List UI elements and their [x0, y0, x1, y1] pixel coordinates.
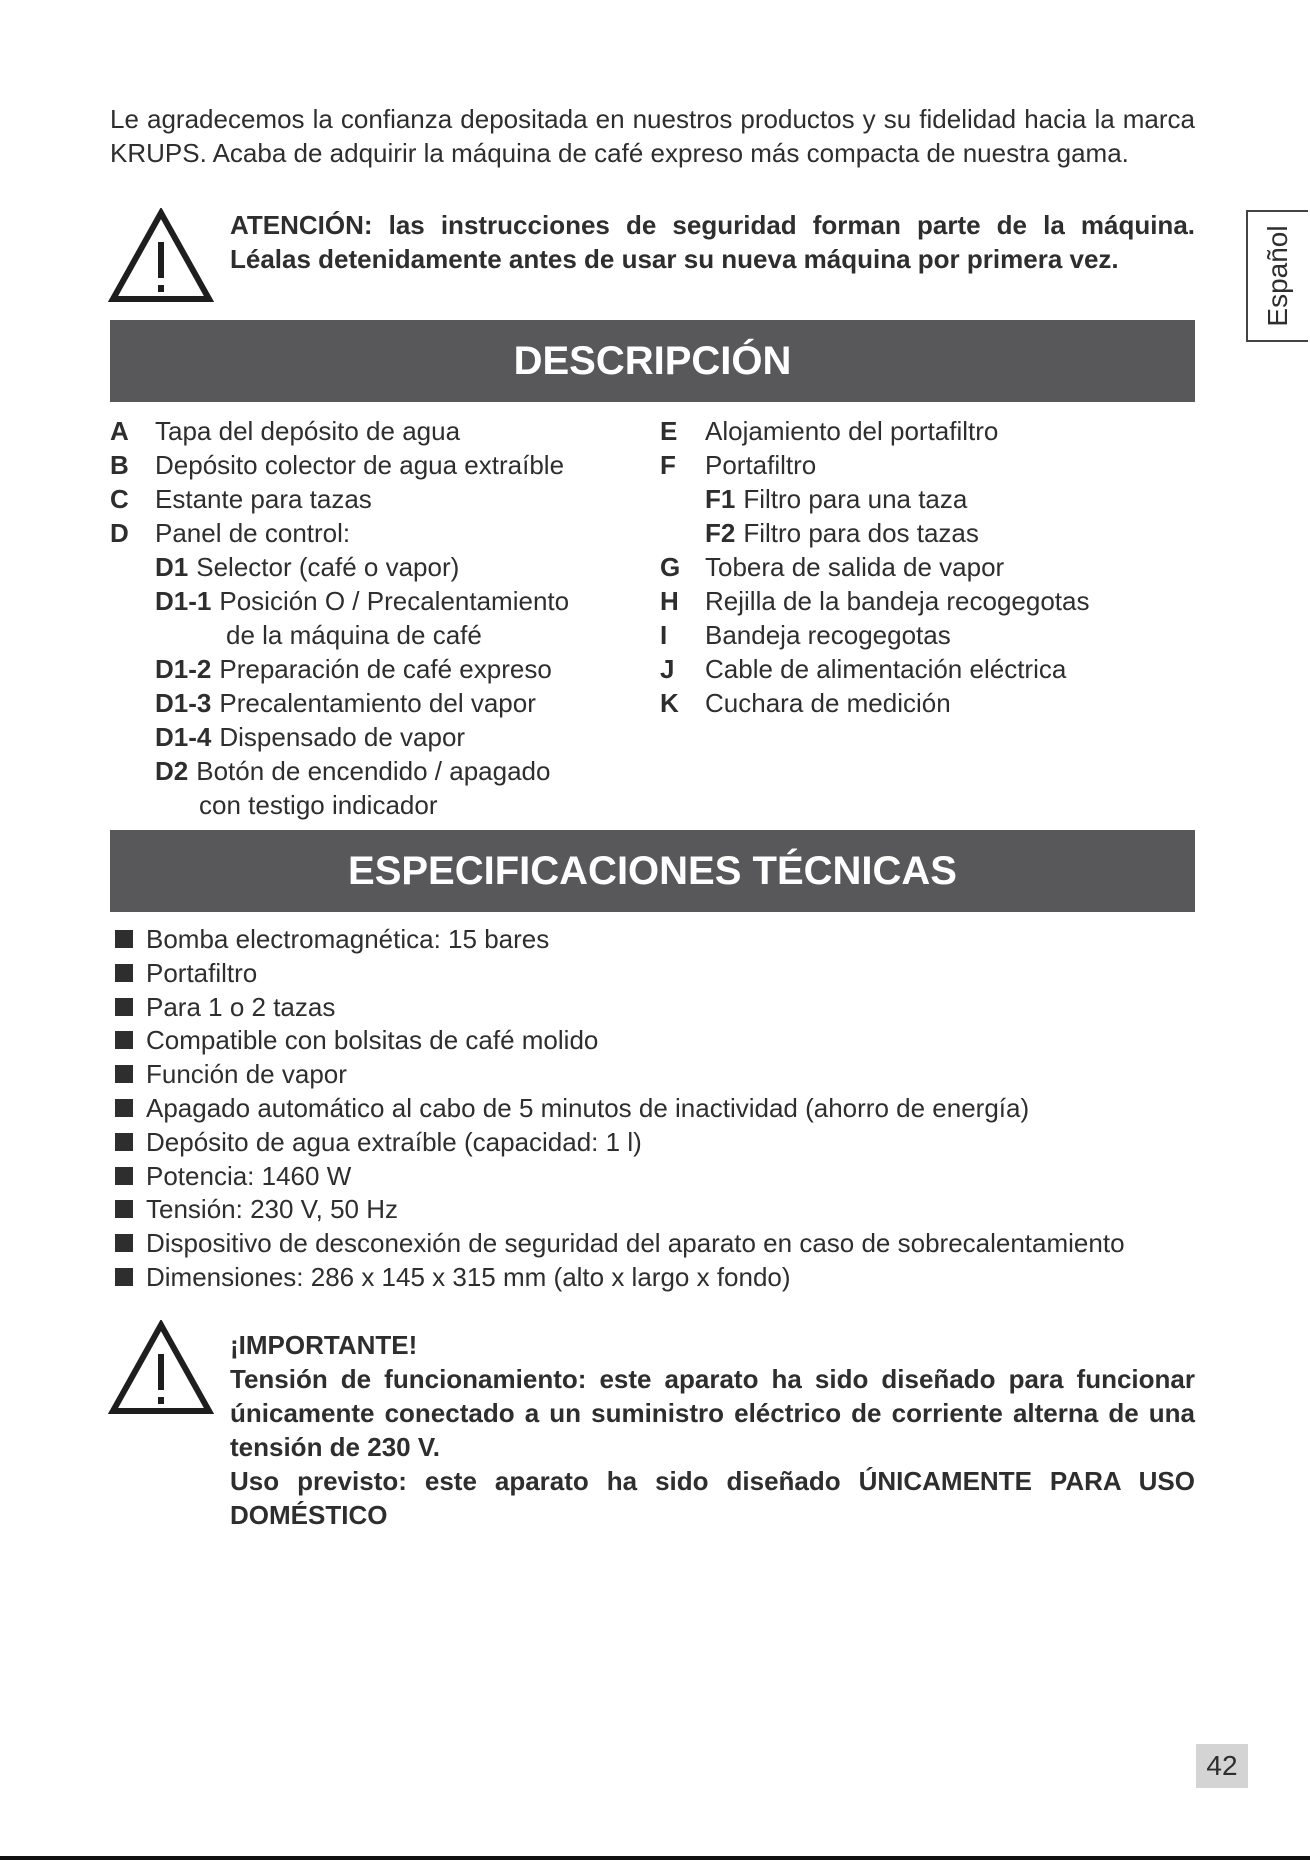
- item-letter: A: [110, 416, 129, 446]
- intended-use-notice: Uso previsto: este aparato ha sido diseñado ÚNICAMENTE PARA USO DOMÉSTICO: [230, 1466, 1195, 1530]
- item-code: F2: [705, 518, 736, 548]
- item-text-continued: con testigo indicador: [199, 790, 438, 820]
- spec-item: [110, 990, 1200, 1024]
- item-text: Estante para tazas: [155, 484, 372, 514]
- spec-item: [110, 1057, 1200, 1091]
- specifications-list: [110, 922, 1200, 1294]
- item-code: D1-1: [155, 586, 212, 616]
- square-bullet-icon: [115, 1133, 133, 1151]
- item-letter: G: [660, 552, 681, 582]
- description-left-column: [110, 414, 650, 822]
- specifications-heading: ESPECIFICACIONES TÉCNICAS: [110, 830, 1195, 912]
- item-letter: K: [660, 688, 679, 718]
- description-item: [660, 652, 1200, 686]
- spec-text: Función de vapor: [146, 1059, 347, 1090]
- language-tab: [1246, 210, 1308, 342]
- description-item: [110, 788, 650, 822]
- spec-text: Depósito de agua extraíble (capacidad: 1 l): [146, 1126, 642, 1157]
- square-bullet-icon: [115, 1234, 133, 1252]
- spec-item: [110, 1226, 1200, 1260]
- item-letter: E: [660, 416, 678, 446]
- square-bullet-icon: [115, 1099, 133, 1117]
- description-item: [110, 482, 650, 516]
- description-item: [660, 516, 1200, 550]
- spec-item: [110, 1260, 1200, 1294]
- spec-item: [110, 1192, 1200, 1226]
- square-bullet-icon: [115, 1268, 133, 1286]
- item-code: D1-3: [155, 688, 212, 718]
- spec-text: Potencia: 1460 W: [146, 1160, 352, 1191]
- spec-text: Tensión: 230 V, 50 Hz: [146, 1194, 398, 1225]
- item-letter: H: [660, 586, 679, 616]
- description-item: [660, 414, 1200, 448]
- item-code: D1-4: [155, 722, 212, 752]
- item-code: D1-2: [155, 654, 212, 684]
- important-notice: [230, 1328, 1195, 1532]
- intro-paragraph: Le agradecemos la confianza depositada en nuestros productos y su fidelidad hacia la marca KRUPS. Acaba de adquirir la máquina de café expreso más compacta de nuestra gama.: [110, 104, 1195, 168]
- description-item: [660, 686, 1200, 720]
- description-item: [110, 516, 650, 550]
- important-heading: ¡IMPORTANTE!: [230, 1330, 418, 1360]
- description-item: [660, 482, 1200, 516]
- item-text: Cuchara de medición: [705, 688, 951, 718]
- description-item: [110, 584, 650, 618]
- item-text: Preparación de café expreso: [219, 654, 552, 684]
- description-item: [660, 584, 1200, 618]
- square-bullet-icon: [115, 1031, 133, 1049]
- safety-warning-text: ATENCIÓN: las instrucciones de seguridad forman parte de la máquina. Léalas detenidamente antes de usar su nueva máquina por primera vez.: [230, 210, 1195, 274]
- item-text: Panel de control:: [155, 518, 351, 548]
- item-text: Botón de encendido / apagado: [196, 756, 551, 786]
- item-text: Portafiltro: [705, 450, 817, 480]
- spec-item: [110, 922, 1200, 956]
- item-text: Precalentamiento del vapor: [219, 688, 536, 718]
- description-item: [110, 652, 650, 686]
- item-letter: C: [110, 484, 129, 514]
- description-item: [660, 550, 1200, 584]
- square-bullet-icon: [115, 930, 133, 948]
- bottom-rule: [0, 1856, 1310, 1860]
- description-item: [660, 618, 1200, 652]
- square-bullet-icon: [115, 1167, 133, 1185]
- spec-text: Dimensiones: 286 x 145 x 315 mm (alto x largo x fondo): [146, 1261, 791, 1292]
- item-text: Alojamiento del portafiltro: [705, 416, 999, 446]
- item-code: D2: [155, 756, 189, 786]
- voltage-notice: Tensión de funcionamiento: este aparato ha sido diseñado para funcionar únicamente conectado a un suministro eléctrico de corriente alterna de una tensión de 230 V.: [230, 1364, 1195, 1462]
- spec-text: Compatible con bolsitas de café molido: [146, 1025, 599, 1056]
- item-code: D1: [155, 552, 189, 582]
- page-number: 42: [1196, 1744, 1248, 1788]
- description-heading: DESCRIPCIÓN: [110, 320, 1195, 402]
- spec-text: Apagado automático al cabo de 5 minutos de inactividad (ahorro de energía): [146, 1092, 1030, 1123]
- spec-text: Para 1 o 2 tazas: [146, 991, 336, 1022]
- language-tab-label: Español: [1262, 225, 1293, 327]
- spec-item: [110, 1159, 1200, 1193]
- item-text: Selector (café o vapor): [196, 552, 460, 582]
- item-text: Tobera de salida de vapor: [705, 552, 1005, 582]
- item-text: Cable de alimentación eléctrica: [705, 654, 1067, 684]
- item-text: Filtro para dos tazas: [743, 518, 979, 548]
- spec-item: [110, 956, 1200, 990]
- description-item: [110, 618, 650, 652]
- item-text: Tapa del depósito de agua: [155, 416, 461, 446]
- square-bullet-icon: [115, 998, 133, 1016]
- item-letter: I: [660, 620, 668, 650]
- square-bullet-icon: [115, 1065, 133, 1083]
- spec-item: [110, 1125, 1200, 1159]
- item-text-continued: de la máquina de café: [226, 620, 482, 650]
- item-letter: J: [660, 654, 675, 684]
- item-text: Bandeja recogegotas: [705, 620, 951, 650]
- description-item: [110, 448, 650, 482]
- description-item: [110, 550, 650, 584]
- item-letter: B: [110, 450, 129, 480]
- description-item: [110, 414, 650, 448]
- spec-text: Dispositivo de desconexión de seguridad del aparato en caso de sobrecalentamiento: [146, 1228, 1125, 1259]
- description-item: [110, 686, 650, 720]
- description-item: [110, 720, 650, 754]
- item-text: Filtro para una taza: [743, 484, 968, 514]
- item-code: F1: [705, 484, 736, 514]
- spec-text: Portafiltro: [146, 957, 258, 988]
- description-item: [110, 754, 650, 788]
- spec-item: [110, 1091, 1200, 1125]
- description-right-column: [660, 414, 1200, 720]
- item-letter: D: [110, 518, 129, 548]
- warning-triangle-icon: [108, 1320, 214, 1416]
- item-text: Posición O / Precalentamiento: [219, 586, 570, 616]
- item-letter: F: [660, 450, 676, 480]
- item-text: Depósito colector de agua extraíble: [155, 450, 565, 480]
- spec-item: [110, 1023, 1200, 1057]
- warning-triangle-icon: [108, 208, 214, 304]
- spec-text: Bomba electromagnética: 15 bares: [146, 924, 550, 954]
- square-bullet-icon: [115, 1200, 133, 1218]
- description-item: [660, 448, 1200, 482]
- square-bullet-icon: [115, 964, 133, 982]
- item-text: Dispensado de vapor: [219, 722, 466, 752]
- item-text: Rejilla de la bandeja recogegotas: [705, 586, 1090, 616]
